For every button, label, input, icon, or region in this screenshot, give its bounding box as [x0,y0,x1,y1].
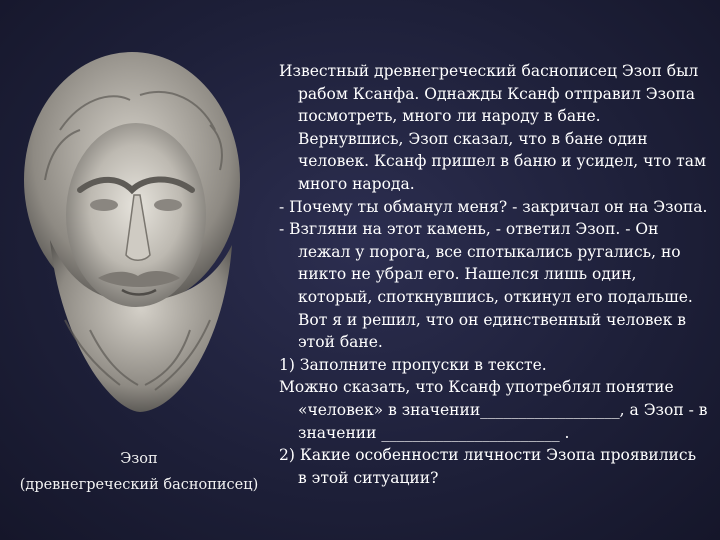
task-2: 2) Какие особенности личности Эзопа проявились в этой ситуации? [279,446,697,487]
dialogue-line-2: - Взгляни на этот камень, - ответил Эзоп. - Он лежал у порога, все спотыкались ругались, но никто не убрал его. Нашелся лишь один, который, споткнувшись, откинул его подальше. Вот я и решил, что он единственный человек в этой бане. [279,220,693,352]
task-1-text: Можно сказать, что Ксанф употреблял понятие «человек» в значении__________________, а Эзоп - в значении _______________________ . [279,378,708,442]
task-1: 1) Заполните пропуски в тексте. [279,355,547,374]
dialogue-line-1: - Почему ты обманул меня? - закричал он на Эзопа. [279,197,708,216]
caption-name: Эзоп [120,451,158,467]
story-paragraph: Известный древнегреческий баснописец Эзоп был рабом Ксанфа. Однажды Ксанф отправил Эзопа посмотреть, много ли народу в бане. Вернувшись, Эзоп сказал, что в бане один человек. Ксанф пришел в баню и усидел, что там много народа. [279,62,707,193]
portrait-caption [0,446,278,498]
main-text [279,60,709,489]
aesop-bust-image [20,40,250,420]
caption-description: (древнегреческий баснописец) [19,477,259,493]
